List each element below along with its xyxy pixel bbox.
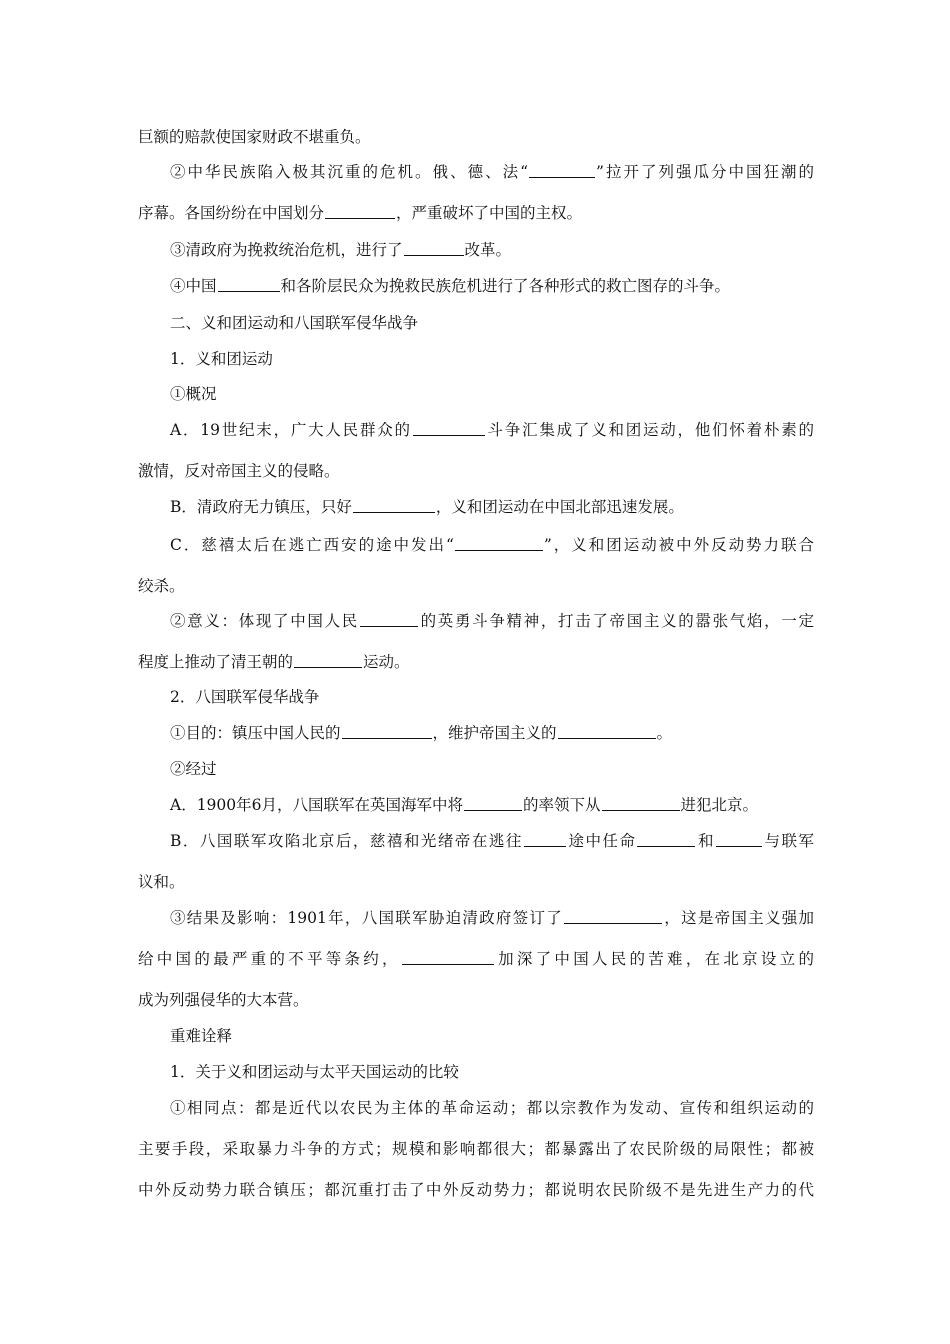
text-segment: 。: [656, 724, 673, 742]
section-heading: 重难诠释: [170, 1027, 233, 1045]
text-segment: 进犯北京。: [680, 796, 759, 814]
paragraph-line: [170, 720, 814, 746]
paragraph-line: [138, 946, 814, 972]
fill-in-blank: [294, 650, 362, 668]
text-segment: B．清政府无力镇压，只好: [170, 498, 352, 516]
subsection-heading: 1．义和团运动: [170, 350, 273, 368]
paragraph-line: 中外反动势力联合镇压；都沉重打击了中外反动势力；都说明农民阶级不是先进生产力的代: [138, 1181, 814, 1199]
fill-in-blank: [524, 829, 566, 847]
paragraph-line: [170, 159, 814, 185]
text-segment: ①目的：镇压中国人民的: [170, 724, 341, 742]
text-segment: 与联军: [762, 832, 814, 850]
paragraph-line: [170, 792, 814, 818]
fill-in-blank: [558, 721, 656, 739]
fill-in-blank: [716, 829, 762, 847]
paragraph-line: [138, 649, 814, 675]
item-heading: ②经过: [170, 760, 217, 778]
text-segment: ，维护帝国主义的: [432, 724, 557, 742]
paragraph-line: 绞杀。: [138, 577, 185, 595]
paragraph-line: [170, 417, 814, 443]
text-segment: A．1900年6月，八国联军在英国海军中将: [170, 796, 464, 814]
text-segment: 和: [696, 832, 715, 850]
paragraph-line: ①相同点：都是近代以农民为主体的革命运动；都以宗教作为发动、宣传和组织运动的: [170, 1099, 814, 1117]
text-segment: ③清政府为挽救统治危机，进行了: [170, 241, 403, 259]
subsection-heading: 2．八国联军侵华战争: [170, 688, 320, 706]
paragraph-line: [170, 532, 814, 558]
text-segment: ，这是帝国主义强加: [663, 909, 814, 927]
text-segment: 加深了中国人民的苦难，在北京设立的: [494, 950, 814, 968]
fill-in-blank: [360, 609, 418, 627]
text-segment: ”拉开了列强瓜分中国狂潮的: [596, 163, 814, 181]
paragraph-line: 主要手段，采取暴力斗争的方式；规模和影响都很大；都暴露出了农民阶级的局限性；都被: [138, 1140, 814, 1158]
text-segment: 途中任命: [566, 832, 637, 850]
paragraph-line: 议和。: [138, 873, 185, 891]
fill-in-blank: [342, 721, 432, 739]
text-segment: 运动。: [363, 653, 410, 671]
text-segment: ②中华民族陷入极其沉重的危机。俄、德、法“: [170, 163, 529, 181]
text-segment: ，严重破坏了中国的主权。: [396, 204, 583, 222]
text-segment: 和各阶层民众为挽救民族危机进行了各种形式的救亡图存的斗争。: [280, 277, 731, 295]
paragraph-line: [170, 608, 814, 634]
text-segment: C．慈禧太后在逃亡西安的途中发出“: [170, 536, 454, 554]
fill-in-blank: [564, 906, 662, 924]
paragraph-line: 成为列强侵华的大本营。: [138, 991, 309, 1009]
text-segment: ③结果及影响：1901年，八国联军胁迫清政府签订了: [170, 909, 564, 927]
text-segment: 的率领下从: [523, 796, 601, 814]
section-heading: 二、义和团运动和八国联军侵华战争: [170, 314, 419, 332]
paragraph-line: [170, 494, 814, 520]
paragraph-line: [170, 237, 814, 263]
paragraph-line: 巨额的赔款使国家财政不堪重负。: [138, 128, 371, 146]
fill-in-blank: [353, 495, 435, 513]
subsection-heading: 1．关于义和团运动与太平天国运动的比较: [170, 1063, 459, 1081]
text-segment: ，义和团运动在中国北部迅速发展。: [435, 498, 684, 516]
fill-in-blank: [464, 793, 522, 811]
text-segment: 给中国的最严重的不平等条约，: [138, 950, 401, 968]
text-segment: 序幕。各国纷纷在中国划分: [138, 204, 325, 222]
text-segment: ②意义：体现了中国人民: [170, 612, 359, 630]
text-segment: 斗争汇集成了义和团运动，他们怀着朴素的: [485, 421, 814, 439]
fill-in-blank: [413, 418, 485, 436]
fill-in-blank: [402, 947, 494, 965]
fill-in-blank: [218, 274, 280, 292]
paragraph-line: [170, 828, 814, 854]
text-segment: ④中国: [170, 277, 217, 295]
paragraph-line: [170, 905, 814, 931]
text-segment: A．19世纪末，广大人民群众的: [170, 421, 412, 439]
text-segment: 的英勇斗争精神，打击了帝国主义的嚣张气焰，一定: [418, 612, 814, 630]
item-heading: ①概况: [170, 385, 217, 403]
paragraph-line: [170, 273, 814, 299]
text-segment: B．八国联军攻陷北京后，慈禧和光绪帝在逃往: [170, 832, 523, 850]
text-segment: 程度上推动了清王朝的: [138, 653, 294, 671]
paragraph-line: 激情，反对帝国主义的侵略。: [138, 462, 340, 480]
fill-in-blank: [455, 533, 543, 551]
paragraph-line: [138, 200, 814, 226]
fill-in-blank: [529, 160, 595, 178]
fill-in-blank: [404, 238, 464, 256]
fill-in-blank: [602, 793, 680, 811]
fill-in-blank: [325, 201, 395, 219]
text-segment: ”，义和团运动被中外反动势力联合: [543, 536, 814, 554]
text-segment: 改革。: [464, 241, 512, 259]
fill-in-blank: [637, 829, 695, 847]
